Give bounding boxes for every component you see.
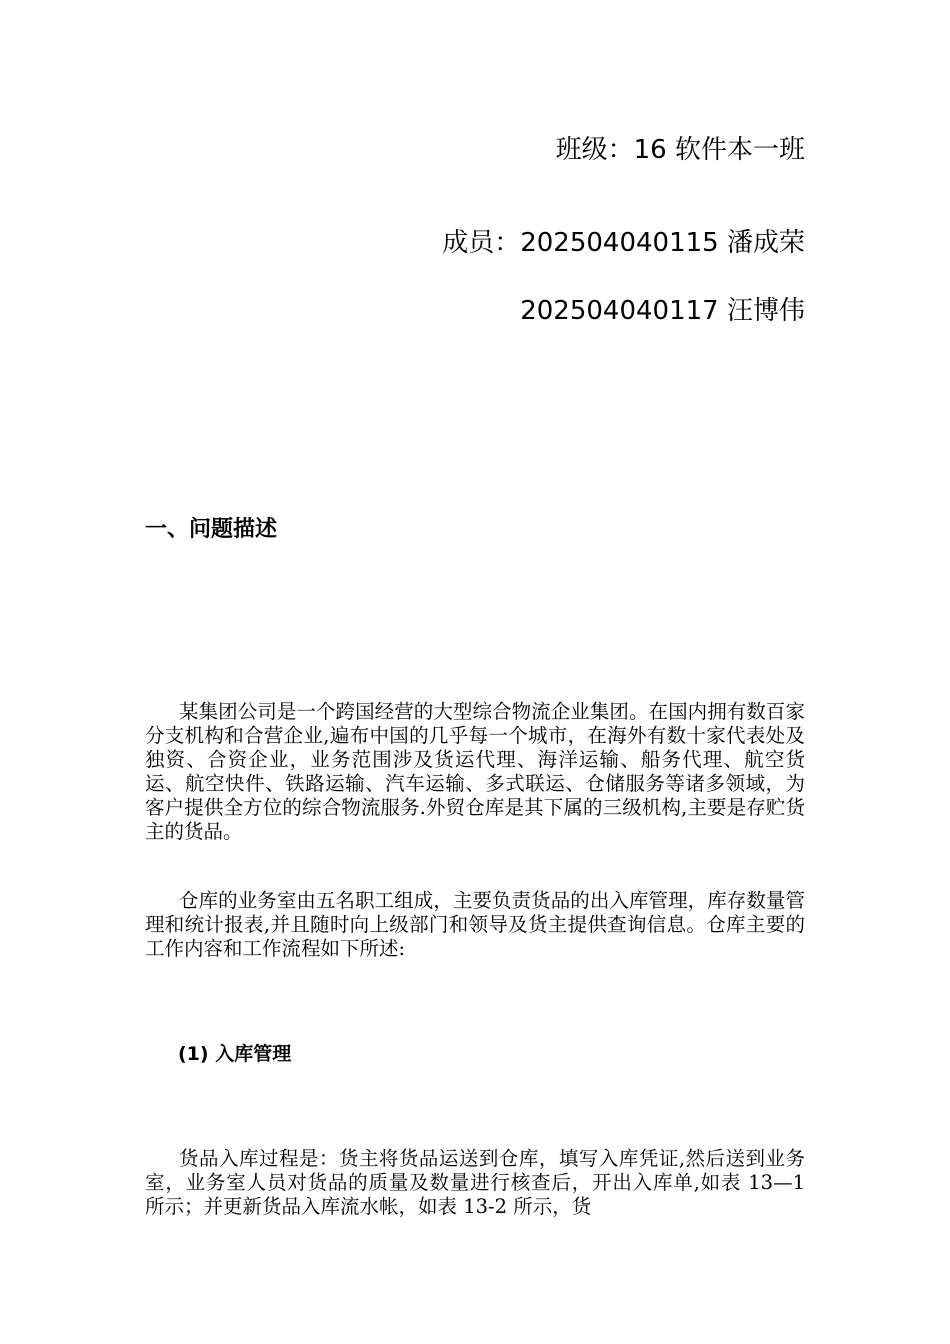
class-info: 班级：16 软件本一班 <box>555 135 805 165</box>
member-info-2: 202504040117 汪博伟 <box>520 296 805 326</box>
paragraph: 仓库的业务室由五名职工组成，主要负责货品的出入库管理，库存数量管理和统计报表,并且随时向上级部门和领导及货主提供查询信息。仓库主要的工作内容和工作流程如下所述: <box>145 888 805 960</box>
paragraph: 某集团公司是一个跨国经营的大型综合物流企业集团。在国内拥有数百家分支机构和合营企业,遍布中国的几乎每一个城市，在海外有数十家代表处及独资、合资企业，业务范围涉及货运代理、海洋运输、船务代理、航空货运、航空快件、铁路运输、汽车运输、多式联运、仓储服务等诸多领域，为客户提供全方位的综合物流服务.外贸仓库是其下属的三级机构,主要是存贮货主的货品。 <box>145 699 805 843</box>
paragraph: 货品入库过程是：货主将货品运送到仓库，填写入库凭证,然后送到业务室，业务室人员对货品的质量及数量进行核查后，开出入库单,如表 13—1 所示；并更新货品入库流水帐，如表 13-2 所示，货 <box>145 1146 805 1218</box>
section-heading: 一、问题描述 <box>145 517 278 542</box>
member-info-1: 成员：202504040115 潘成荣 <box>442 228 805 258</box>
subsection-heading: (1) 入库管理 <box>178 1043 292 1065</box>
